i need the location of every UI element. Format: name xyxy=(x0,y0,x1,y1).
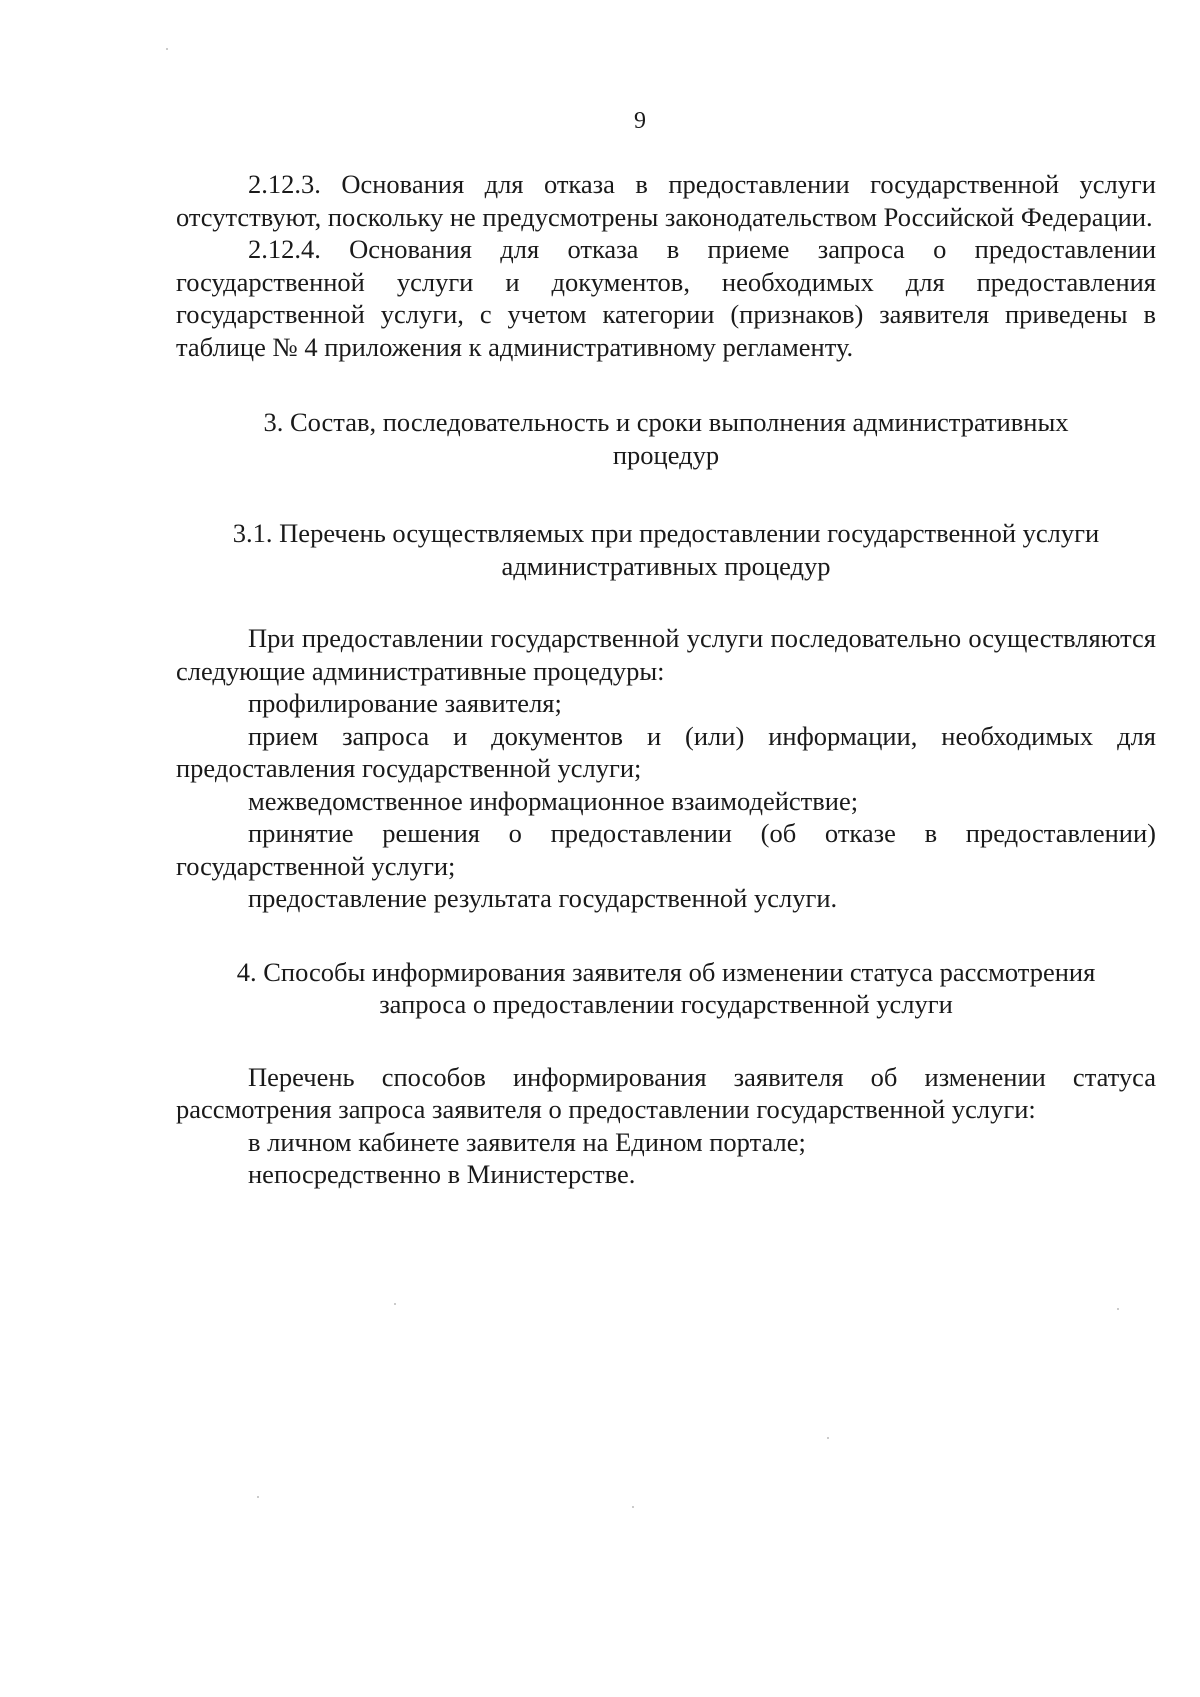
section-4-heading-line-1: 4. Способы информирования заявителя об изменении статуса рассмотрения xyxy=(236,956,1096,987)
section-3-1-heading xyxy=(176,517,1156,582)
procedure-item: принятие решения о предоставлении (об отказе в предоставлении) государственной услуги; xyxy=(176,818,1156,881)
procedure-item: межведомственное информационное взаимодействие; xyxy=(248,785,859,816)
scan-speck xyxy=(827,1437,829,1439)
procedure-item: профилирование заявителя; xyxy=(248,688,562,718)
scan-speck xyxy=(166,48,168,50)
section-4-heading xyxy=(176,956,1156,1021)
section-3-1-heading-line-2: административных процедур xyxy=(501,550,831,581)
scan-speck xyxy=(394,1303,396,1305)
info-method-item: непосредственно в Министерстве. xyxy=(248,1159,636,1189)
procedures-intro: При предоставлении государственной услуги последовательно осуществляются следующие административные процедуры: xyxy=(176,623,1156,686)
section-3-heading-line-2: процедур xyxy=(612,439,720,470)
scan-speck xyxy=(1117,1308,1119,1310)
section-3-heading-line-1: 3. Состав, последовательность и сроки выполнения административных xyxy=(263,407,1069,437)
info-method-item: в личном кабинете заявителя на Едином портале; xyxy=(248,1126,806,1157)
procedure-item: прием запроса и документов и (или) информации, необходимых для предоставления государственной услуги; xyxy=(176,720,1156,783)
section-3-1-heading-line-1: 3.1. Перечень осуществляемых при предоставлении государственной услуги xyxy=(232,518,1100,548)
scan-speck xyxy=(632,1506,634,1508)
paragraph-2-12-4: 2.12.4. Основания для отказа в приеме запроса о предоставлении государственной услуги и документов, необходимых для предоставления государственной услуги, с учетом категории (признаков) заявителя приведены в таблице № 4 приложения к административному регламенту. xyxy=(176,234,1156,362)
section-4-heading-line-2: запроса о предоставлении государственной услуги xyxy=(379,989,953,1019)
paragraph-2-12-3: 2.12.3. Основания для отказа в предоставлении государственной услуги отсутствуют, поскольку не предусмотрены законодательством Российской Федерации. xyxy=(176,169,1156,232)
scan-speck xyxy=(257,1496,259,1498)
info-methods-intro: Перечень способов информирования заявителя об изменении статуса рассмотрения запроса заявителя о предоставлении государственной услуги: xyxy=(176,1061,1156,1124)
section-3-heading xyxy=(176,406,1156,471)
page-number: 9 xyxy=(634,108,646,134)
procedure-item: предоставление результата государственной услуги. xyxy=(248,883,838,913)
document-body xyxy=(176,168,1156,1191)
